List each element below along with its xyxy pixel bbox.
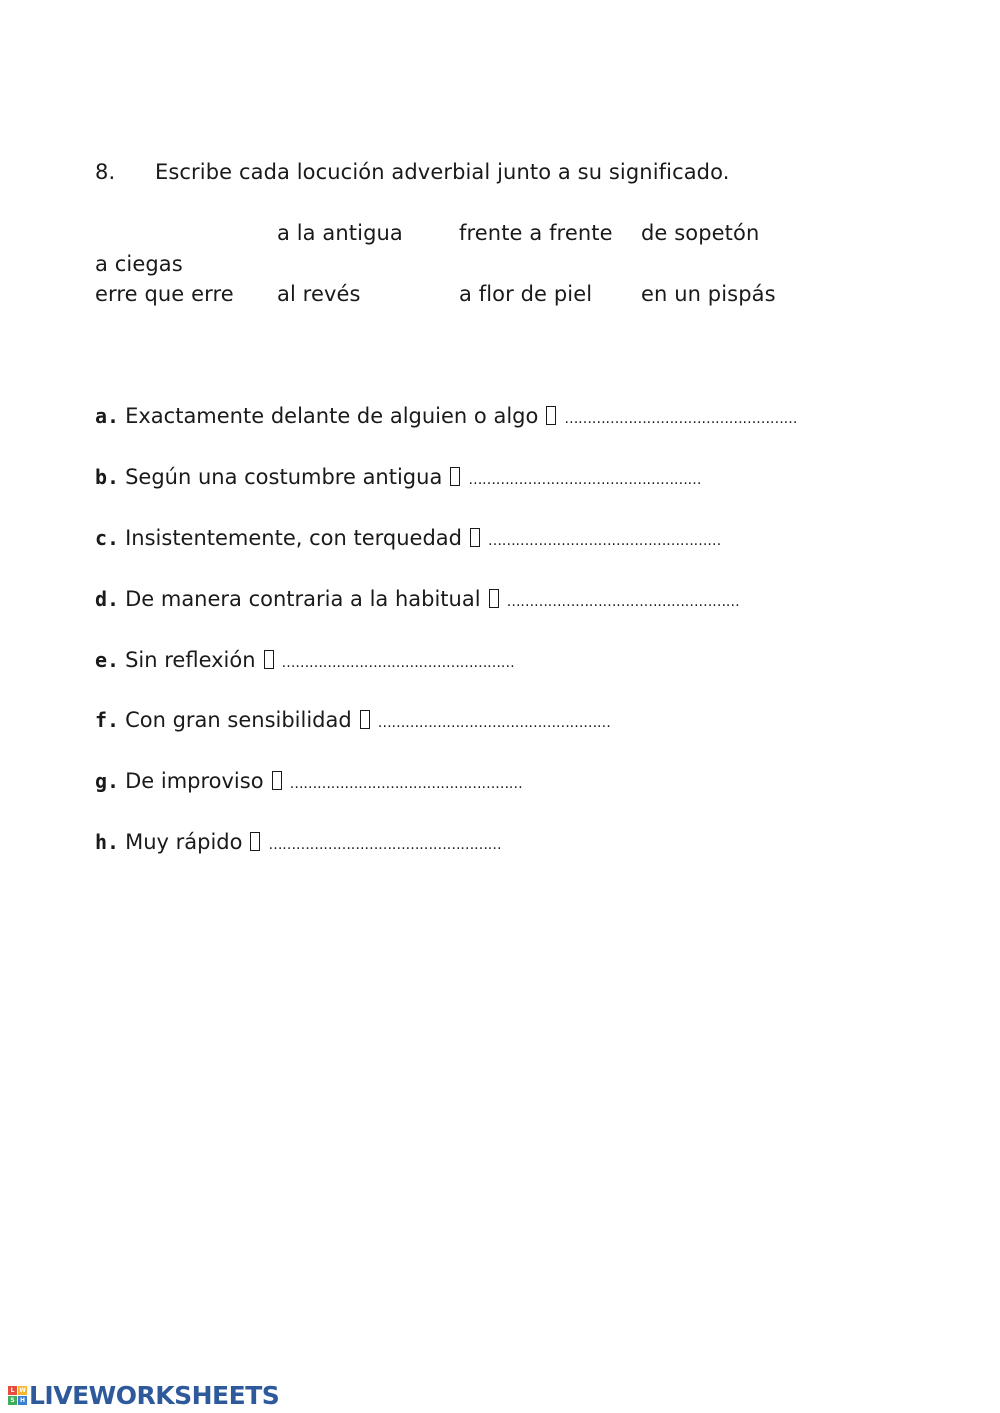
word-bank-item: al revés <box>277 282 361 306</box>
item-letter: f. <box>95 708 120 732</box>
item-definition: Sin reflexión <box>125 648 256 672</box>
logo-block: L <box>8 1386 17 1395</box>
arrow-icon <box>250 832 260 851</box>
item-definition: De improviso <box>125 769 264 793</box>
arrow-icon <box>264 650 274 669</box>
item-letter: b. <box>95 465 120 489</box>
definition-item-e <box>95 650 514 671</box>
word-bank-item: a flor de piel <box>459 282 593 306</box>
item-letter: e. <box>95 648 120 672</box>
answer-blank[interactable]: …………………………………………… <box>268 837 502 853</box>
logo-block: W <box>19 1386 26 1394</box>
item-letter: d. <box>95 587 120 611</box>
exercise-number: 8. <box>95 160 116 184</box>
item-definition: Según una costumbre antigua <box>125 465 443 489</box>
answer-blank[interactable]: …………………………………………… <box>289 776 523 792</box>
word-bank-item: frente a frente <box>459 221 613 245</box>
item-definition: Muy rápido <box>125 830 243 854</box>
item-letter: c. <box>95 526 120 550</box>
word-bank-item: en un pispás <box>641 282 776 306</box>
logo-text: LIVEWORKSHEETS <box>29 1380 280 1410</box>
arrow-icon <box>546 406 556 425</box>
definition-item-h <box>95 832 501 853</box>
definition-item-a <box>95 406 797 427</box>
arrow-icon <box>450 467 460 486</box>
item-definition: Con gran sensibilidad <box>125 708 352 732</box>
item-letter: g. <box>95 769 120 793</box>
answer-blank[interactable]: …………………………………………… <box>488 533 721 549</box>
answer-blank[interactable]: …………………………………………… <box>281 655 515 671</box>
definition-item-b <box>95 467 701 488</box>
word-bank-item: a la antigua <box>277 221 403 245</box>
definition-item-g <box>95 771 522 792</box>
definition-item-f <box>95 710 611 731</box>
logo-blocks-icon <box>8 1386 27 1405</box>
item-definition: De manera contraria a la habitual <box>125 587 481 611</box>
word-bank-item: erre que erre <box>95 282 234 306</box>
arrow-icon <box>272 771 282 790</box>
word-bank-item: de sopetón <box>641 221 760 245</box>
item-letter: h. <box>95 830 120 854</box>
answer-blank[interactable]: …………………………………………… <box>506 594 740 610</box>
liveworksheets-logo[interactable] <box>8 1382 279 1408</box>
definition-item-d <box>95 589 739 610</box>
item-definition: Insistentemente, con terquedad <box>125 526 463 550</box>
answer-blank[interactable]: …………………………………………… <box>468 472 702 488</box>
item-definition: Exactamente delante de alguien o algo <box>125 404 539 428</box>
item-letter: a. <box>95 404 120 428</box>
logo-block: S <box>8 1396 17 1405</box>
arrow-icon <box>470 528 480 547</box>
logo-block: H <box>19 1396 26 1404</box>
definition-item-c <box>95 528 721 549</box>
arrow-icon <box>489 589 499 608</box>
exercise-instruction: Escribe cada locución adverbial junto a su significado. <box>155 160 730 184</box>
answer-blank[interactable]: …………………………………………… <box>377 715 611 731</box>
word-bank-item: a ciegas <box>95 252 183 276</box>
arrow-icon <box>360 710 370 729</box>
answer-blank[interactable]: …………………………………………… <box>564 411 798 427</box>
